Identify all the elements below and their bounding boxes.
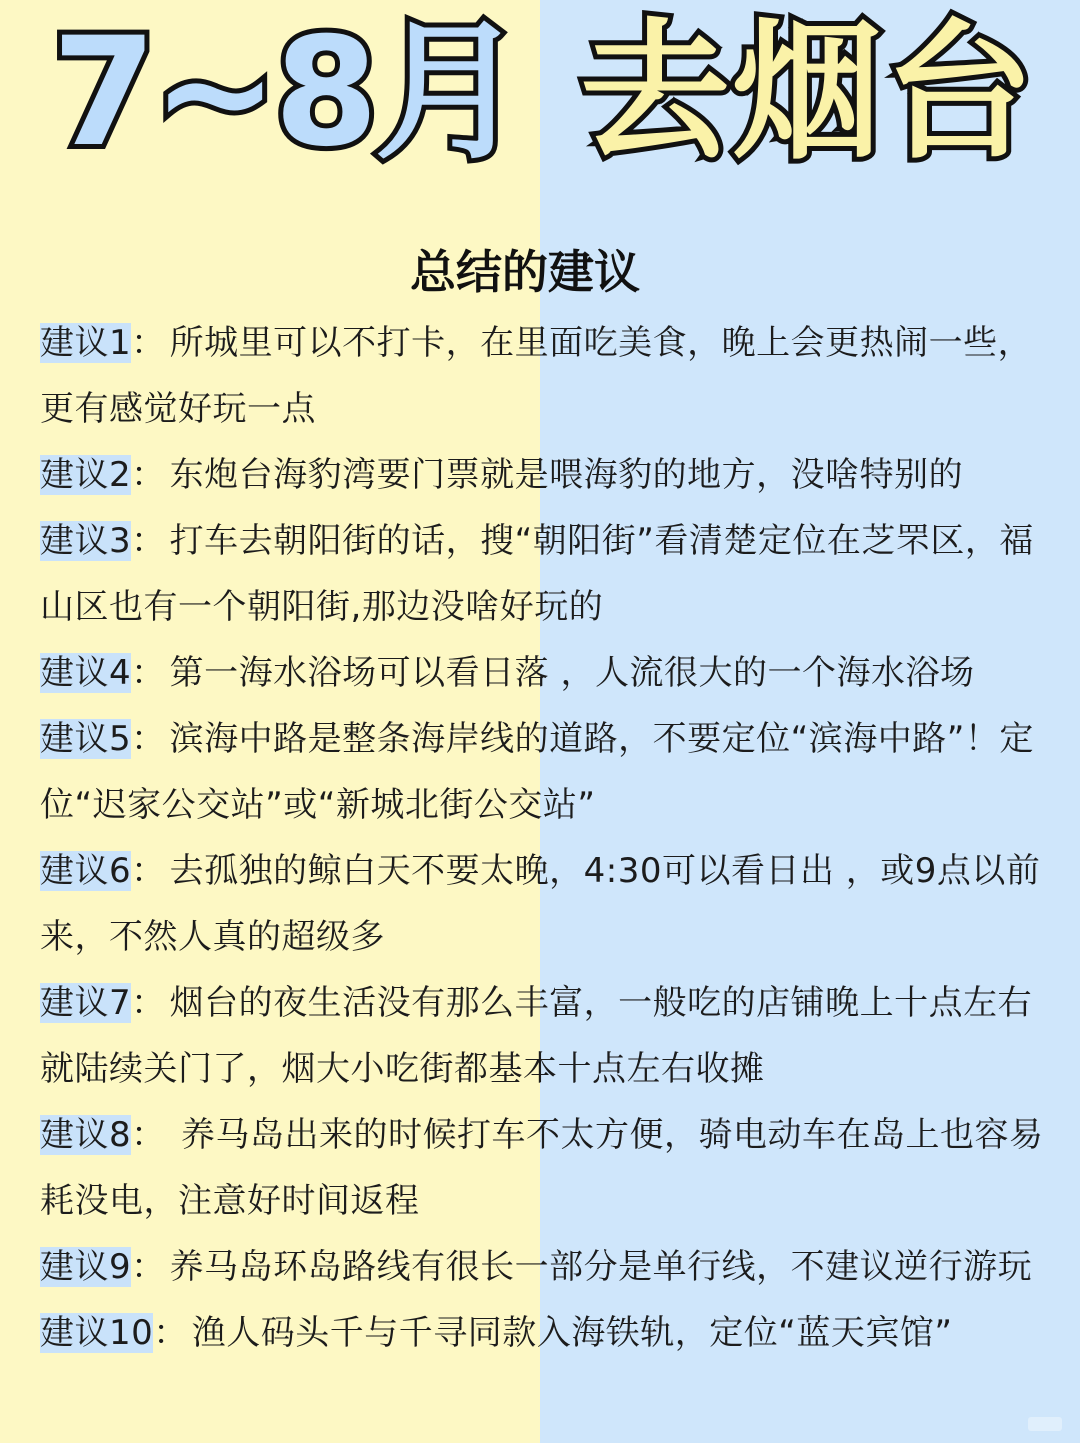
tip-item-3 [40, 508, 1060, 640]
tip-item-7 [40, 970, 1060, 1102]
tip-colon: ： [131, 851, 166, 891]
tip-item-10 [40, 1300, 1060, 1366]
tip-colon: ： [131, 1115, 166, 1155]
tip-text: 打车去朝阳街的话，搜“朝阳街”看清楚定位在芝罘区，福山区也有一个朝阳街,那边没啥好玩的 [40, 521, 1034, 627]
tip-text: 烟台的夜生活没有那么丰富，一般吃的店铺晚上十点左右就陆续关门了，烟大小吃街都基本十点左右收摊 [40, 983, 1033, 1089]
tip-colon: ： [153, 1313, 188, 1353]
tip-text: 滨海中路是整条海岸线的道路，不要定位“滨海中路”！定位“迟家公交站”或“新城北街公交站” [40, 719, 1034, 825]
tips-list [40, 310, 1060, 1366]
tip-colon: ： [131, 323, 166, 363]
tip-colon: ： [131, 983, 166, 1023]
tip-label: 建议5 [40, 719, 132, 759]
tip-label: 建议7 [40, 983, 132, 1023]
tip-label: 建议1 [40, 323, 132, 363]
tip-item-4 [40, 640, 1060, 706]
tip-colon: ： [131, 653, 166, 693]
tip-item-5 [40, 706, 1060, 838]
tip-colon: ： [131, 719, 166, 759]
watermark-mark [1028, 1417, 1062, 1431]
tip-label: 建议2 [40, 455, 132, 495]
tip-label: 建议6 [40, 851, 132, 891]
tip-item-6 [40, 838, 1060, 970]
tip-text: 东炮台海豹湾要门票就是喂海豹的地方，没啥特别的 [169, 455, 964, 495]
tip-item-2 [40, 442, 1060, 508]
tip-text: 所城里可以不打卡，在里面吃美食，晚上会更热闹一些，更有感觉好玩一点 [40, 323, 1033, 429]
tip-item-9 [40, 1234, 1060, 1300]
tip-label: 建议10 [40, 1313, 154, 1353]
tip-text: 第一海水浴场可以看日落 ，人流很大的一个海水浴场 [169, 653, 975, 693]
title-months: 7~8月 [52, 6, 521, 180]
tip-text: 养马岛环岛路线有很长一部分是单行线，不建议逆行游玩 [169, 1247, 1033, 1287]
tip-text: 去孤独的鲸白天不要太晚，4:30可以看日出 ，或9点以前来，不然人真的超级多 [40, 851, 1041, 957]
tip-label: 建议4 [40, 653, 132, 693]
page-subtitle: 总结的建议 [410, 245, 640, 299]
tip-colon: ： [131, 455, 166, 495]
title-destination: 去烟台 [580, 6, 1037, 180]
tip-text: 渔人码头千与千寻同款入海铁轨，定位“蓝天宾馆” [191, 1313, 953, 1353]
tip-colon: ： [131, 521, 166, 561]
tip-label: 建议8 [40, 1115, 132, 1155]
tip-item-1 [40, 310, 1060, 442]
tip-label: 建议9 [40, 1247, 132, 1287]
tip-text: 养马岛出来的时候打车不太方便，骑电动车在岛上也容易耗没电，注意好时间返程 [40, 1115, 1044, 1221]
tip-label: 建议3 [40, 521, 132, 561]
tip-colon: ： [131, 1247, 166, 1287]
tip-item-8 [40, 1102, 1060, 1234]
